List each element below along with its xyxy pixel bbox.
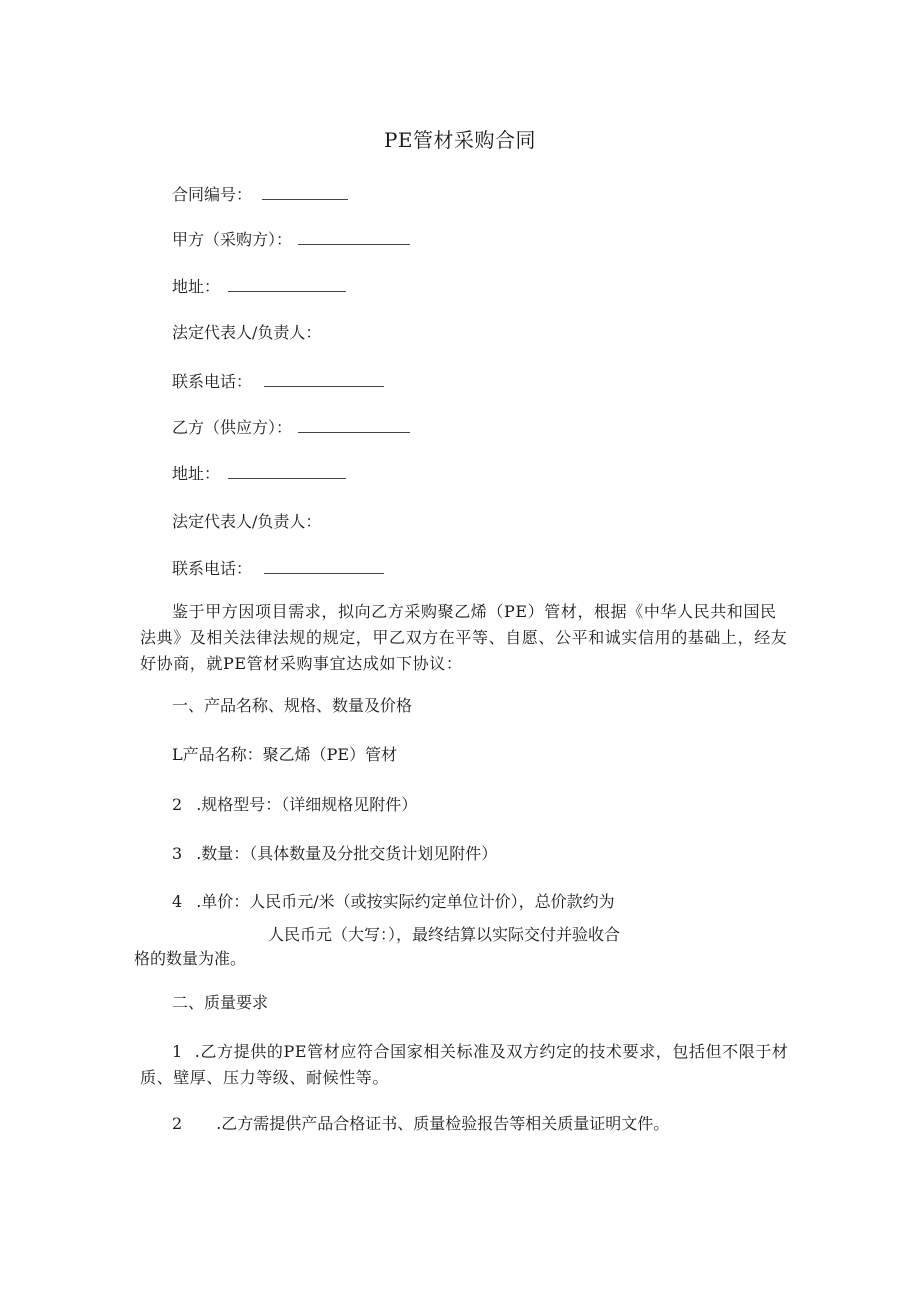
- address-b-label: 地址：: [172, 464, 221, 483]
- party-b-label: 乙方（供应方）：: [172, 418, 293, 437]
- quality-item-2: [172, 1113, 669, 1135]
- rep-b-line: [172, 511, 321, 533]
- quality-item-2-text: .乙方需提供产品合格证书、质量检验报告等相关质量证明文件。: [216, 1114, 670, 1133]
- item-3-quantity: [172, 843, 497, 865]
- phone-a-label: 联系电话：: [172, 372, 253, 391]
- rep-a-label: 法定代表人/负责人：: [172, 323, 322, 342]
- phone-b-blank[interactable]: [264, 557, 384, 574]
- address-a-line: [172, 275, 346, 298]
- item-4-price: [172, 891, 615, 913]
- address-a-label: 地址：: [172, 277, 221, 296]
- item-2-text: .规格型号：（详细规格见附件）: [196, 795, 418, 814]
- contract-number-line: [172, 183, 348, 206]
- quality-item-1: [140, 1039, 792, 1091]
- rep-b-label: 法定代表人/负责人：: [172, 512, 322, 531]
- party-a-label: 甲方（采购方）：: [172, 230, 293, 249]
- rep-a-line: [172, 322, 321, 344]
- contract-number-blank[interactable]: [262, 183, 348, 200]
- quality-item-1-text: .乙方提供的PE管材应符合国家相关标准及双方约定的技术要求，包括但不限于材质、壁厚、压力等级、耐候性等。: [140, 1042, 789, 1087]
- phone-a-blank[interactable]: [264, 370, 384, 387]
- phone-b-label: 联系电话：: [172, 559, 253, 578]
- address-b-blank[interactable]: [228, 462, 346, 479]
- section-2-heading: 二、质量要求: [172, 993, 269, 1012]
- address-a-blank[interactable]: [228, 275, 346, 292]
- quality-item-1-number: 1: [172, 1042, 183, 1061]
- party-a-blank[interactable]: [298, 228, 410, 245]
- contract-number-label: 合同编号：: [172, 185, 253, 204]
- party-a-line: [172, 228, 410, 251]
- item-2-number: 2: [172, 795, 183, 814]
- page-title: PE管材采购合同: [383, 128, 537, 152]
- phone-a-line: [172, 370, 384, 393]
- preamble-paragraph: 鉴于甲方因项目需求，拟向乙方采购聚乙烯（PE）管材，根据《中华人民共和国民法典》及相关法律法规的规定，甲乙双方在平等、自愿、公平和诚实信用的基础上，经友好协商，就PE管材采购事宜达成如下协议：: [140, 602, 788, 673]
- item-4-text: .单价：人民币元/米（或按实际约定单位计价），总价款约为: [196, 892, 615, 911]
- item-4-continuation-2: 格的数量为准。: [134, 949, 247, 968]
- phone-b-line: [172, 557, 384, 580]
- item-4-continuation: 人民币元（大写：），最终结算以实际交付并验收合: [268, 925, 621, 944]
- item-2-spec: [172, 794, 417, 816]
- section-1-heading: 一、产品名称、规格、数量及价格: [172, 696, 413, 715]
- item-3-number: 3: [172, 844, 183, 863]
- item-4-number: 4: [172, 892, 183, 911]
- party-b-line: [172, 416, 410, 439]
- address-b-line: [172, 462, 346, 485]
- item-3-text: .数量：（具体数量及分批交货计划见附件）: [196, 844, 498, 863]
- party-b-blank[interactable]: [298, 416, 410, 433]
- quality-item-2-number: 2: [172, 1114, 183, 1133]
- item-1-product-name: L产品名称：聚乙烯（PE）管材: [172, 745, 398, 764]
